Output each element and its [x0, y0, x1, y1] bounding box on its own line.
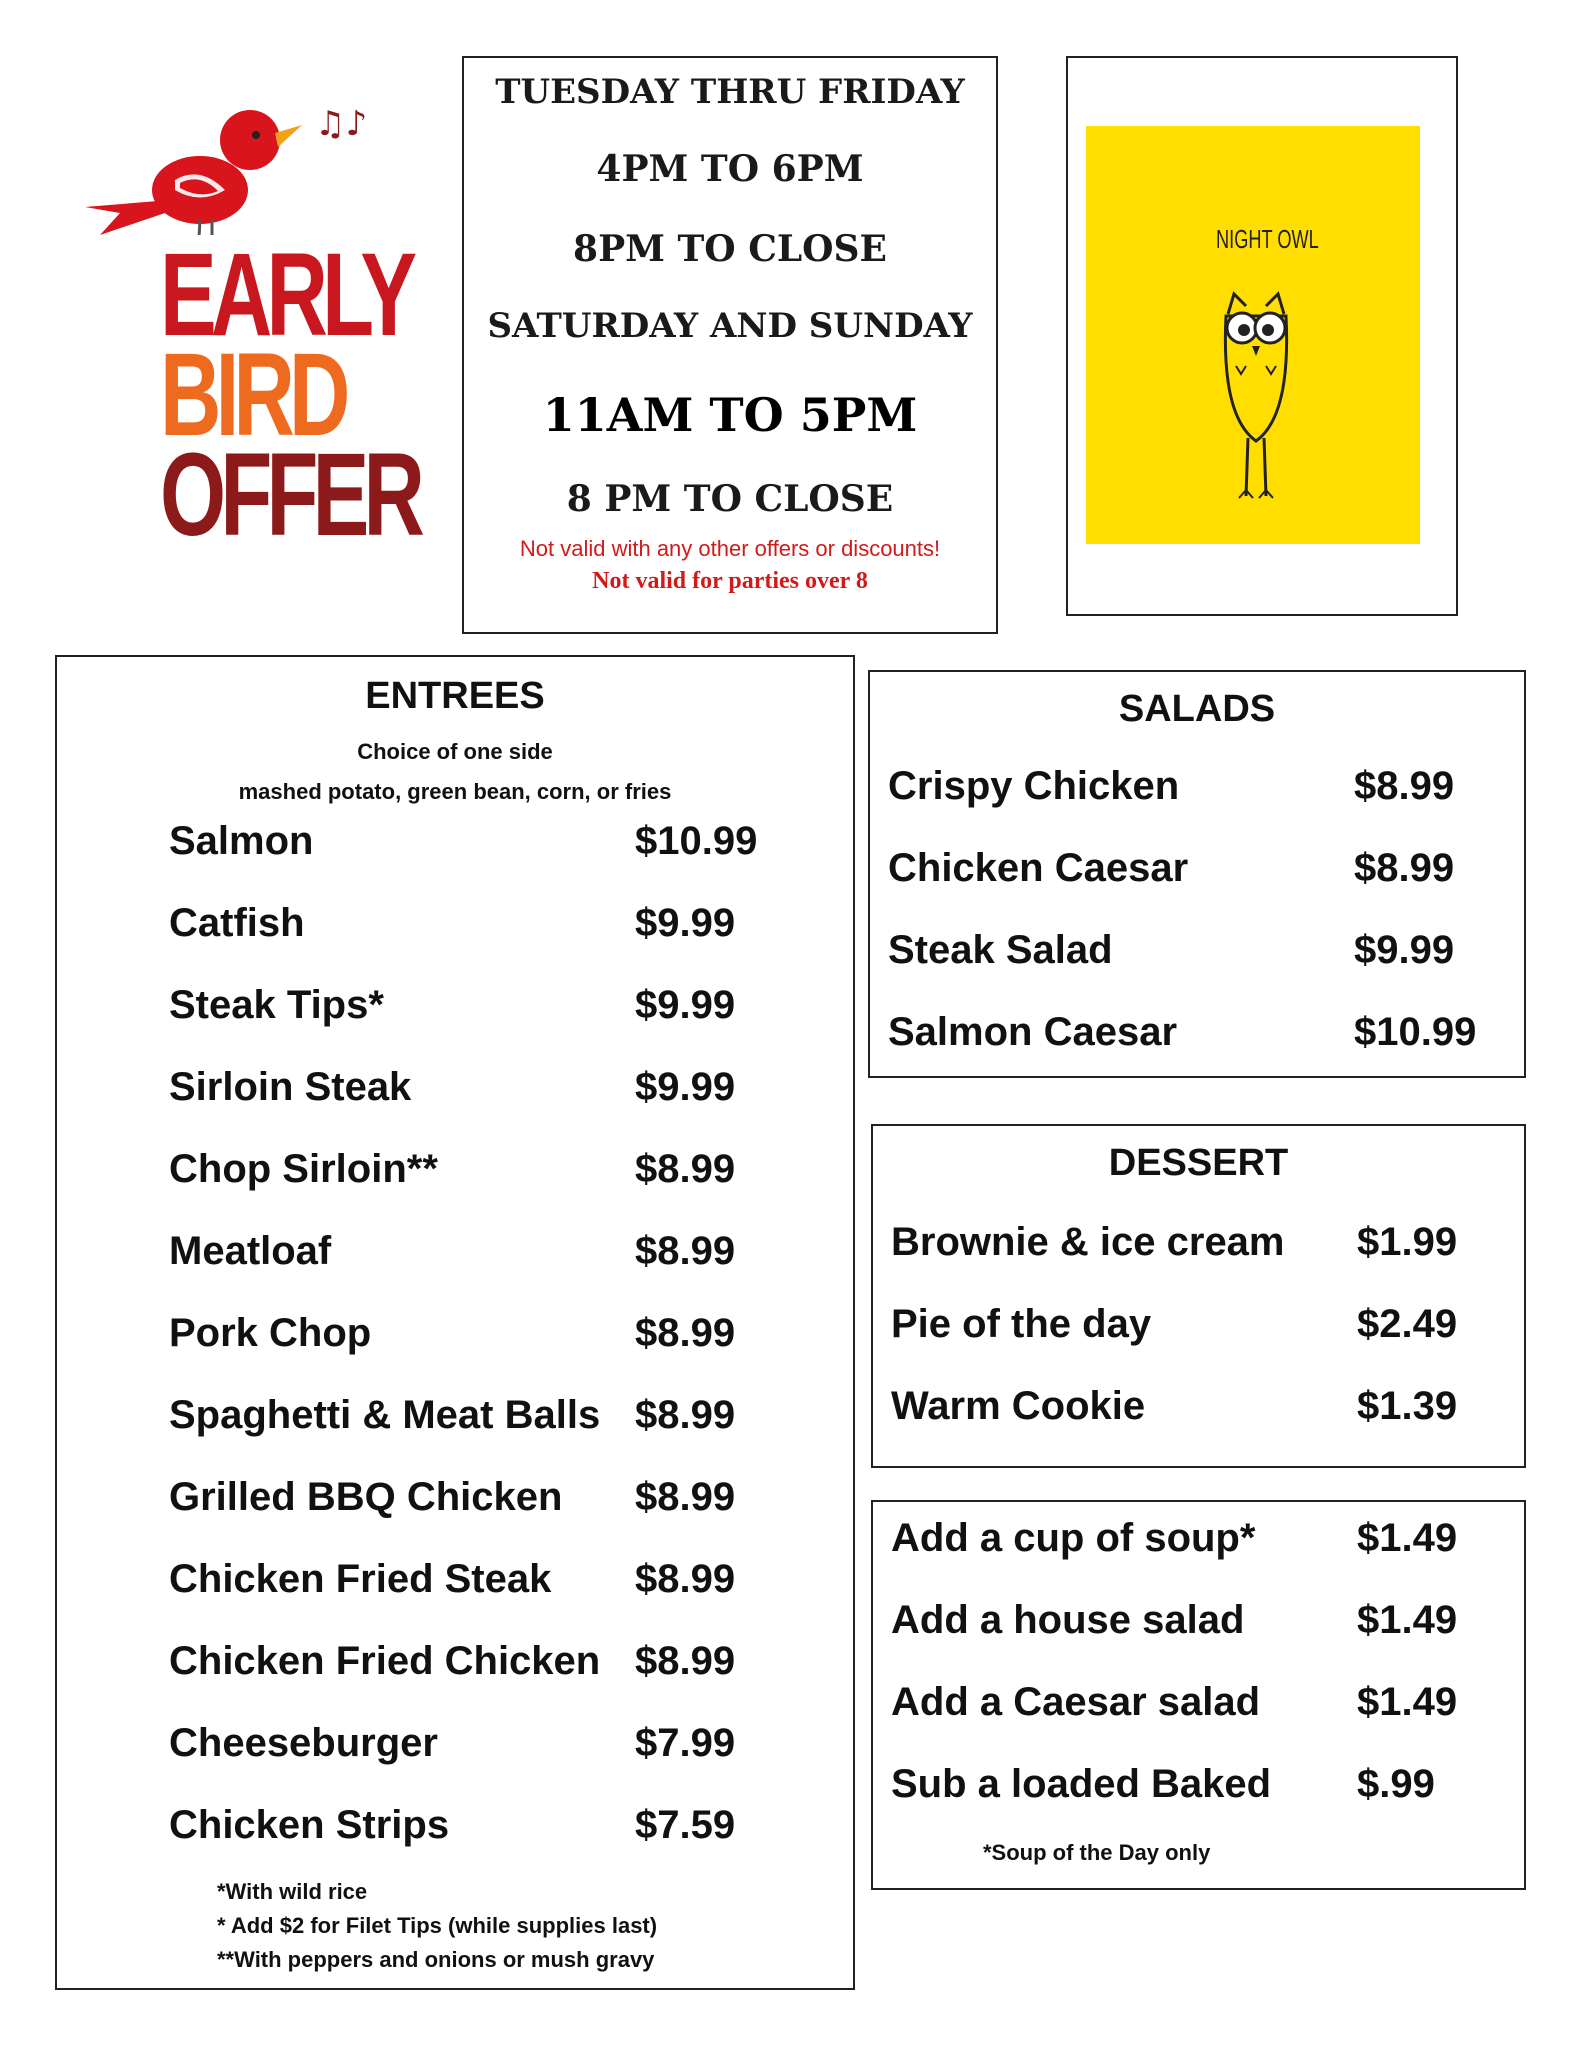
salad-name: Chicken Caesar: [888, 846, 1189, 890]
addon-price: $1.49: [1357, 1598, 1458, 1642]
logo-word-bird: BIRD: [160, 329, 345, 461]
entree-name: Salmon: [169, 819, 314, 863]
entree-name: Meatloaf: [169, 1229, 332, 1273]
entree-price: $7.59: [635, 1803, 736, 1847]
entree-name: Catfish: [169, 901, 305, 945]
salad-name: Salmon Caesar: [888, 1010, 1178, 1054]
entree-price: $8.99: [635, 1311, 736, 1355]
addon-name: Add a Caesar salad: [891, 1680, 1261, 1724]
entree-name: Grilled BBQ Chicken: [169, 1475, 563, 1519]
salad-price: $10.99: [1354, 1010, 1477, 1054]
hours-weekday-time2: 8PM TO CLOSE: [573, 228, 887, 270]
entree-price: $9.99: [635, 1065, 736, 1109]
svg-text:♫♪: ♫♪: [315, 104, 368, 144]
logo-word-early: EARLY: [160, 229, 412, 361]
dessert-name: Brownie & ice cream: [891, 1220, 1285, 1264]
hours-box: [462, 56, 998, 634]
addon-price: $1.49: [1357, 1516, 1458, 1560]
night-owl-label: NIGHT OWL: [1216, 224, 1319, 254]
entrees-title: ENTREES: [365, 675, 545, 717]
hours-weekend-time1: 11AM TO 5PM: [542, 388, 918, 442]
salad-name: Crispy Chicken: [888, 764, 1180, 808]
night-owl-box: [1066, 56, 1458, 616]
early-bird-logo: [80, 95, 420, 561]
entree-name: Steak Tips*: [169, 983, 384, 1027]
entree-price: $8.99: [635, 1475, 736, 1519]
entrees-footnote: **With peppers and onions or mush gravy: [217, 1947, 655, 1972]
entree-price: $9.99: [635, 983, 736, 1027]
entree-price: $8.99: [635, 1229, 736, 1273]
entrees-section: [55, 655, 855, 1990]
dessert-name: Pie of the day: [891, 1302, 1152, 1346]
entrees-footnote: *With wild rice: [217, 1879, 368, 1904]
salad-name: Steak Salad: [888, 928, 1113, 972]
addon-name: Sub a loaded Baked: [891, 1762, 1272, 1806]
entree-price: $8.99: [635, 1557, 736, 1601]
salads-section: [868, 670, 1526, 1078]
addon-price: $1.49: [1357, 1680, 1458, 1724]
hours-weekend-label: SATURDAY AND SUNDAY: [487, 306, 973, 346]
salad-price: $9.99: [1354, 928, 1455, 972]
dessert-price: $1.39: [1357, 1384, 1458, 1428]
logo-word-offer: OFFER: [160, 429, 420, 561]
hours-weekend-time2: 8 PM TO CLOSE: [566, 478, 894, 520]
entree-name: Chicken Fried Steak: [169, 1557, 552, 1601]
dessert-price: $1.99: [1357, 1220, 1458, 1264]
offer-disclaimer: Not valid with any other offers or discounts!: [519, 536, 941, 561]
owl-icon: [1206, 266, 1306, 506]
addon-name: Add a cup of soup*: [891, 1516, 1256, 1560]
addon-name: Add a house salad: [891, 1598, 1245, 1642]
entree-price: $8.99: [635, 1393, 736, 1437]
entree-name: Chicken Fried Chicken: [169, 1639, 601, 1683]
entree-name: Cheeseburger: [169, 1721, 438, 1765]
addons-footnote: *Soup of the Day only: [983, 1840, 1211, 1865]
salad-price: $8.99: [1354, 764, 1455, 808]
dessert-name: Warm Cookie: [891, 1384, 1146, 1428]
entree-name: Spaghetti & Meat Balls: [169, 1393, 601, 1437]
hours-weekday-label: TUESDAY THRU FRIDAY: [495, 72, 965, 112]
entree-price: $7.99: [635, 1721, 736, 1765]
entree-price: $8.99: [635, 1147, 736, 1191]
addons-section: [871, 1500, 1526, 1890]
addon-price: $.99: [1357, 1762, 1435, 1806]
salads-title: SALADS: [1118, 688, 1276, 730]
entree-name: Pork Chop: [169, 1311, 372, 1355]
entree-name: Chicken Strips: [169, 1803, 450, 1847]
entree-name: Sirloin Steak: [169, 1065, 412, 1109]
dessert-title: DESSERT: [1108, 1142, 1289, 1184]
salad-price: $8.99: [1354, 846, 1455, 890]
entree-price: $9.99: [635, 901, 736, 945]
entree-price: $10.99: [635, 819, 758, 863]
entrees-side-options: mashed potato, green bean, corn, or fries: [238, 779, 672, 804]
night-owl-panel: [1086, 126, 1420, 544]
dessert-price: $2.49: [1357, 1302, 1458, 1346]
entrees-side-choice: Choice of one side: [357, 739, 553, 764]
hours-weekday-time1: 4PM TO 6PM: [596, 148, 864, 190]
dessert-section: [871, 1124, 1526, 1468]
entree-price: $8.99: [635, 1639, 736, 1683]
party-size-disclaimer: Not valid for parties over 8: [592, 568, 868, 594]
entree-name: Chop Sirloin**: [169, 1147, 438, 1191]
entrees-footnote: * Add $2 for Filet Tips (while supplies last): [217, 1913, 658, 1938]
music-notes-icon: [315, 95, 395, 145]
